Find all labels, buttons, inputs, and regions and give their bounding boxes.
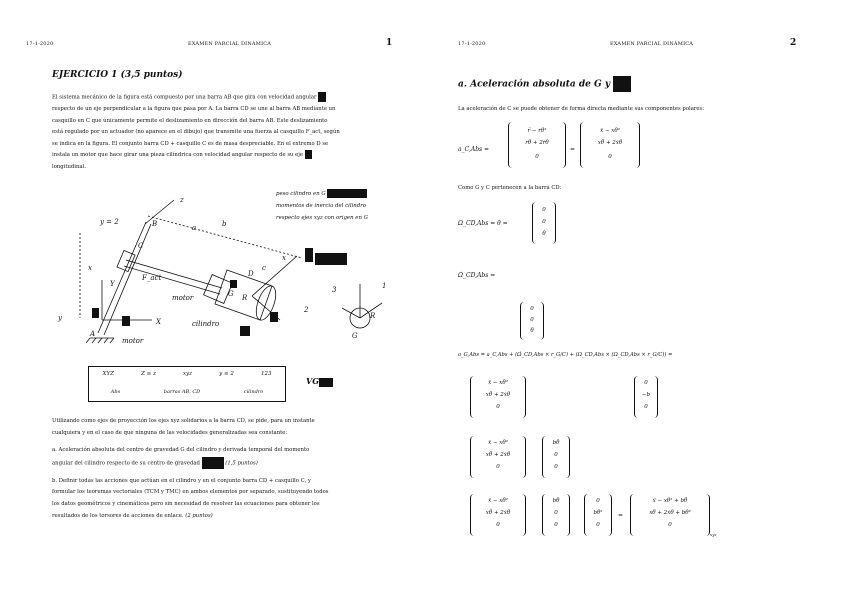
eq-alpha-label: Ω̇_CD,Abs = <box>458 272 496 279</box>
mat-row: xθ̈ + 2ẋθ̇ <box>597 140 623 146</box>
table-cell: 123 <box>260 371 272 377</box>
question-a-line-1: a. Aceleración absoluta del centro de gravedad G del cilindro y derivada temporal del momento <box>52 447 310 454</box>
label-A: A <box>90 330 96 338</box>
subscript-xyz: xyz <box>710 532 717 537</box>
page-number: 1 <box>386 38 393 48</box>
note-weight: peso cilindro en G <box>276 191 326 197</box>
label-Y: Y <box>110 280 115 288</box>
mat-row: 0 <box>535 154 539 160</box>
mat-row: 0 <box>530 317 534 323</box>
mat-row: bθ̇² <box>593 510 603 516</box>
header-title: EXAMEN PARCIAL DINÁMICA <box>610 41 694 47</box>
mat-row: 0 <box>542 207 546 213</box>
matrix-btheta-sq <box>584 494 612 536</box>
table-cell: xyz <box>182 371 193 377</box>
intro-line-6: instala un motor que hace girar una pieza cilíndrica con velocidad angular respecto de su eje <box>52 152 304 159</box>
matrix-aC-polar <box>508 122 566 168</box>
mat-row: rθ̈ + 2ṙθ̇ <box>525 140 549 146</box>
mat-row: 0 <box>530 306 534 312</box>
mat-row: 0 <box>496 404 500 410</box>
label-a: a <box>192 224 197 232</box>
mat-row: 0 <box>596 498 600 504</box>
matrix-b <box>634 376 658 418</box>
label-R: R <box>242 294 248 302</box>
mat-row: xθ̈ + 2ẋθ̇ <box>485 510 511 516</box>
mat-row: ẍ − xθ̇² + bθ̈ <box>652 498 688 504</box>
mat-row: ẍ − xθ̇² <box>488 440 508 446</box>
vg-label <box>306 376 333 387</box>
redacted-block <box>202 457 224 469</box>
mat-row: ẍ − xθ̇² <box>600 128 620 134</box>
table-row-1 <box>89 371 285 377</box>
mat-row: θ̇ <box>542 231 546 237</box>
label-three: 3 <box>332 286 337 294</box>
label-c: c <box>262 264 266 272</box>
note-inertia: momentos de inercia del cilindro <box>276 203 367 209</box>
mat-row: ẍ − xθ̇² <box>488 498 508 504</box>
matrix-btheta <box>542 436 570 478</box>
table-cell: barras AB, CD <box>163 389 201 395</box>
mat-row: 0 <box>644 404 648 410</box>
label-x: x <box>88 264 92 272</box>
question-a-points: (1,5 puntos) <box>225 460 258 467</box>
mat-row: ẍ − xθ̇² <box>488 380 508 386</box>
table-cell: y ≡ 2 <box>219 371 234 377</box>
label-two: 2 <box>304 306 309 314</box>
label-B: B <box>152 220 158 228</box>
matrix-alpha <box>520 302 544 340</box>
question-b-line-1: b. Definir todas las acciones que actúan en el cilindro y en el conjunto barra CD + casquillo C, y <box>52 477 311 484</box>
redacted-block <box>305 150 312 159</box>
exercise-title: EJERCICIO 1 (3,5 puntos) <box>52 70 183 80</box>
matrix-aC-xyz <box>580 122 640 168</box>
text-polar: La aceleración de C se puede obtener de forma directa mediante sus componentes polares: <box>458 106 705 112</box>
label-b: b <box>222 220 227 228</box>
matrix-aC-repeat <box>470 376 526 418</box>
redacted-block <box>613 76 631 92</box>
mat-row: xθ̈ + 2ẋθ̇ + bθ̇² <box>649 510 691 516</box>
label-cilindro: cilindro <box>192 320 220 328</box>
mat-row: bθ̈ <box>552 498 560 504</box>
note-axes: respecto ejes xyz con origen en G <box>276 215 368 221</box>
label-z: z <box>180 196 184 204</box>
mat-row: θ̈ <box>530 328 534 334</box>
table-cell: Z ≡ z <box>141 371 156 377</box>
intro-line-2: respecto de un eje perpendicular a la figura que pasa por A. La barra CD se une al barra AB mediante un <box>52 106 336 113</box>
reference-frames-table <box>88 366 286 402</box>
mat-row: 0 <box>496 464 500 470</box>
table-row-2 <box>89 389 285 395</box>
question-paragraph <box>52 416 392 522</box>
question-b-line-4: resultados de los torsores de acciones de enlace. <box>52 512 184 519</box>
exam-page-2 <box>424 0 848 599</box>
section-title <box>458 76 631 92</box>
label-y: y <box>58 314 62 322</box>
mat-row: bθ̈ <box>552 440 560 446</box>
label-x2: x <box>282 254 286 262</box>
mechanism-figure <box>52 188 412 358</box>
section-title-text: a. Aceleración absoluta de G y <box>458 79 611 90</box>
redacted-block <box>318 92 326 102</box>
header-date: 17-1-2020 <box>458 41 486 47</box>
label-one: 1 <box>382 282 387 290</box>
mat-row: xθ̈ + 2ẋθ̇ <box>485 452 511 458</box>
label-F-act: F_act <box>142 274 162 282</box>
text-same-bar: Como G y C pertenecen a la barra CD: <box>458 185 562 191</box>
matrix-final-result <box>630 494 710 536</box>
mat-row: 0 <box>668 522 672 528</box>
mat-row: 0 <box>608 154 612 160</box>
matrix-aC-repeat-2 <box>470 436 526 478</box>
table-cell: XYZ <box>102 371 114 377</box>
mat-row: 0 <box>554 452 558 458</box>
label-G: G <box>228 290 234 298</box>
paragraph2-line-1: Utilizando como ejes de proyección los ejes xyz solidarios a la barra CD, se pide, para un instante <box>52 418 315 424</box>
mat-row: 0 <box>554 510 558 516</box>
page-number: 2 <box>790 38 797 48</box>
matrix-omega <box>532 202 556 244</box>
eq-aC-label: a_C,Abs = <box>458 146 490 153</box>
label-R-small: R <box>370 312 376 320</box>
eq-aG-label: a_G,Abs = a_C,Abs + (Ω̇_CD,Abs × r_G/C) + (Ω_CD,Abs × (Ω_CD,Abs × r_G/C)) = <box>458 352 673 358</box>
equals-sign: = <box>570 146 576 153</box>
mat-row: 0 <box>596 522 600 528</box>
equals-sign: = <box>618 512 624 519</box>
label-D: D <box>248 270 254 278</box>
redacted-block <box>319 378 333 387</box>
intro-line-3: casquillo en C que únicamente permite el deslizamiento en dirección del barra AB. Este deslizamiento <box>52 117 328 124</box>
intro-line-5: se indica en la figura. El conjunto barra CD + casquillo C es de masa despreciable. En el extremo D se <box>52 140 329 147</box>
table-cell: cilindro <box>243 389 264 395</box>
question-b-line-3: los datos geométricos y cinemáticos pero sin necesidad de resolver las ecuaciones para obtener los <box>52 501 320 508</box>
matrix-btheta-2 <box>542 494 570 536</box>
matrix-aC-repeat-3 <box>470 494 526 536</box>
header-date: 17-1-2020 <box>26 41 54 47</box>
label-C: C <box>138 242 144 250</box>
question-b-points: (2 puntos) <box>185 512 213 519</box>
question-b-line-2: formular los teoremas vectoriales (TCM y TMC) en ambos elementos por separado, sustituyendo todos <box>52 489 329 496</box>
mat-row: 0 <box>554 464 558 470</box>
label-X: X <box>156 318 161 326</box>
intro-paragraph <box>52 92 392 174</box>
eq-omega-label: Ω_CD,Abs = θ̇ = <box>458 220 508 227</box>
mat-row: 0 <box>542 219 546 225</box>
mat-row: xθ̈ + 2ẋθ̇ <box>485 392 511 398</box>
vg-text: VG <box>306 376 320 386</box>
table-cell: Abs <box>110 389 121 395</box>
intro-line-7: longitudinal. <box>52 164 86 171</box>
label-motor: motor <box>172 294 194 302</box>
label-y-eq: y = 2 <box>100 218 119 226</box>
mat-row: 0 <box>496 522 500 528</box>
paragraph2-line-2: cualquiera y en el caso de que ninguna de las velocidades generalizadas sea constante: <box>52 429 288 436</box>
mat-row: 0 <box>644 380 648 386</box>
mat-row: −b <box>641 392 651 398</box>
question-a-line-2: angular del cilindro respecto de su centro de gravedad <box>52 460 200 467</box>
label-G-small: G <box>352 332 358 340</box>
header-title: EXAMEN PARCIAL DINÁMICA <box>188 41 272 47</box>
intro-line-1: El sistema mecánico de la figura está compuesto por una barra AB que gira con velocidad angular <box>52 94 317 101</box>
mat-row: r̈ − rθ̇² <box>527 128 547 134</box>
mat-row: 0 <box>554 522 558 528</box>
label-motor-bottom: motor <box>122 337 144 345</box>
intro-line-4: está regulado por un actuador (no aparece en el dibujo) que transmite una fuerza al casquillo F_act, según <box>52 129 340 136</box>
